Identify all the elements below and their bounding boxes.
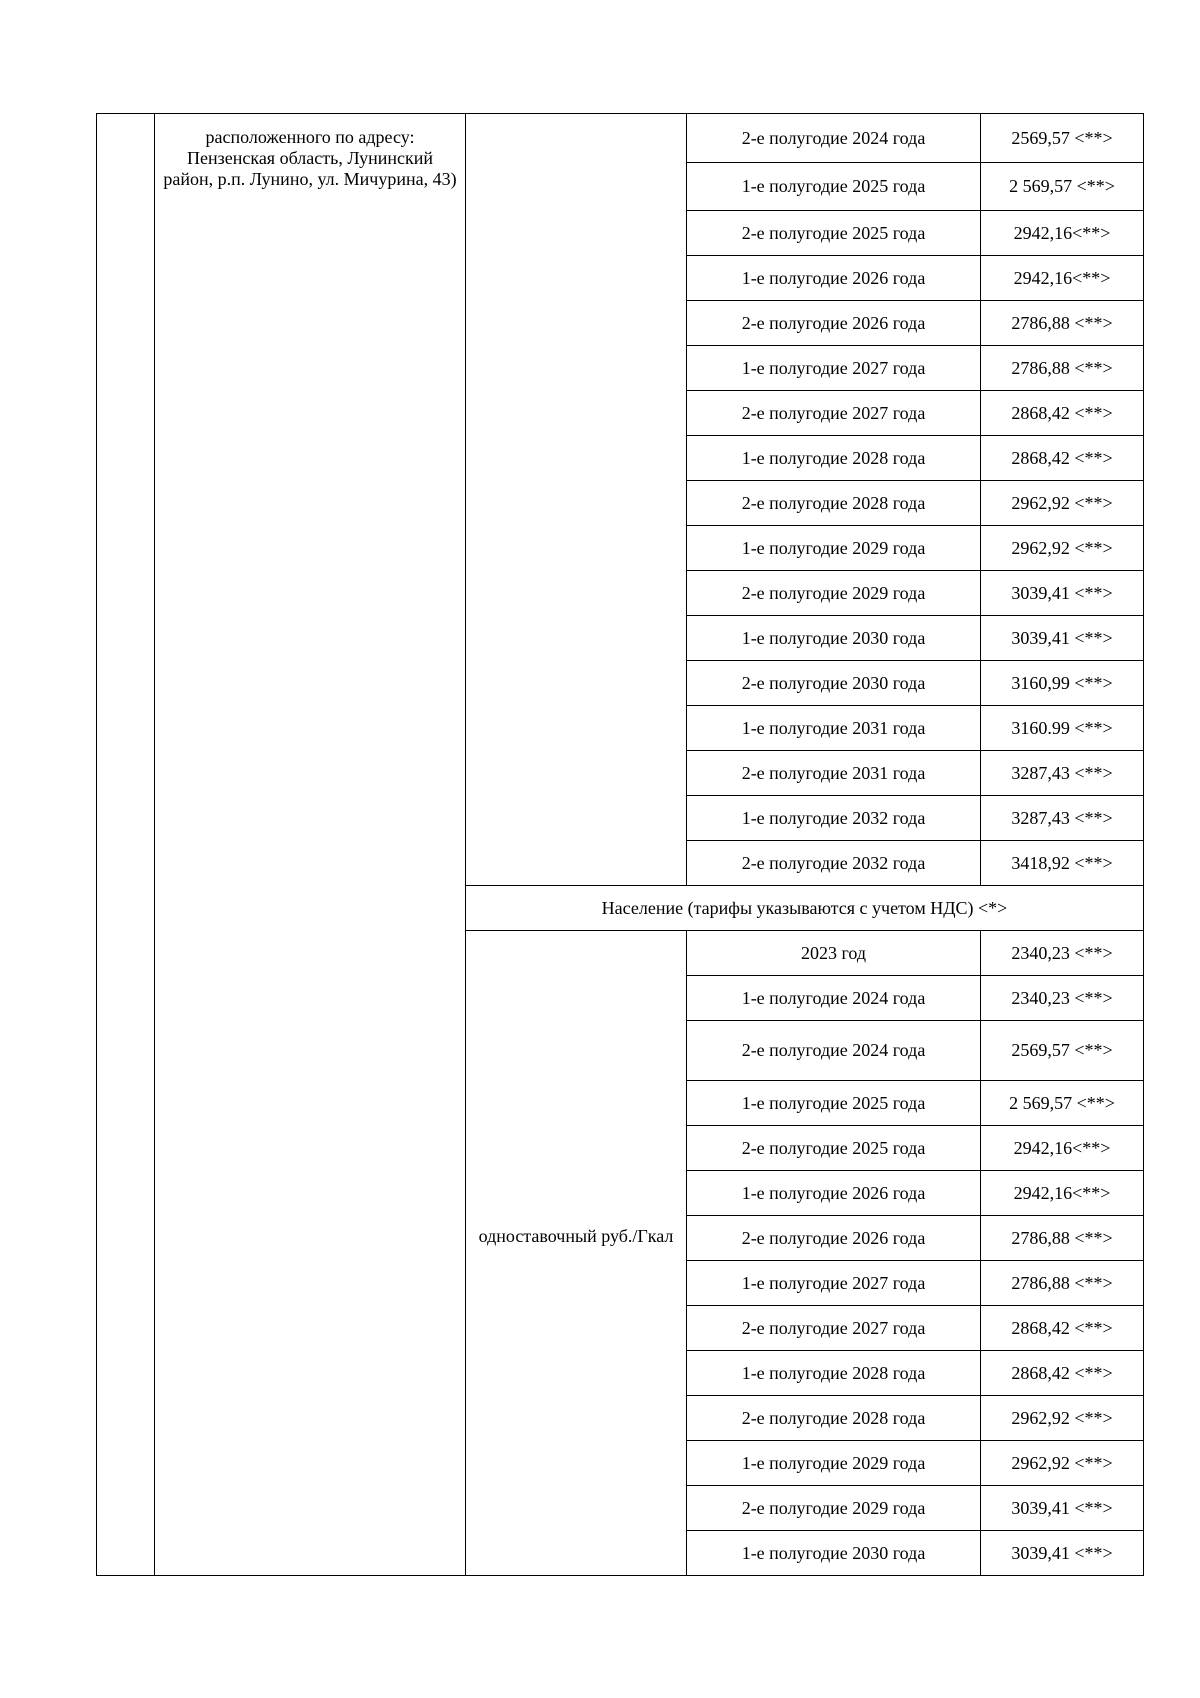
period-cell: 1-е полугодие 2028 года — [687, 1351, 981, 1396]
period-cell: 2-е полугодие 2031 года — [687, 751, 981, 796]
period-cell: 2-е полугодие 2026 года — [687, 1216, 981, 1261]
tariff-cell: 3287,43 <**> — [981, 796, 1144, 841]
tariff-table-body — [97, 114, 1144, 1576]
block1-type-cell — [466, 114, 687, 886]
tariff-cell: 2942,16<**> — [981, 256, 1144, 301]
period-cell: 2-е полугодие 2029 года — [687, 1486, 981, 1531]
tariff-cell: 2786,88 <**> — [981, 1216, 1144, 1261]
tariff-cell: 2569,57 <**> — [981, 114, 1144, 163]
tariff-cell: 2786,88 <**> — [981, 301, 1144, 346]
period-cell: 2-е полугодие 2025 года — [687, 1126, 981, 1171]
tariff-cell: 2962,92 <**> — [981, 526, 1144, 571]
period-cell: 2-е полугодие 2024 года — [687, 1021, 981, 1081]
tariff-cell: 2962,92 <**> — [981, 1396, 1144, 1441]
tariff-cell: 2569,57 <**> — [981, 1021, 1144, 1081]
period-cell: 1-е полугодие 2031 года — [687, 706, 981, 751]
tariff-cell: 3160,99 <**> — [981, 661, 1144, 706]
section-population-label: Население (тарифы указываются с учетом НДС) <*> — [466, 886, 1144, 931]
tariff-cell: 2942,16<**> — [981, 1126, 1144, 1171]
period-cell: 1-е полугодие 2027 года — [687, 346, 981, 391]
period-cell: 1-е полугодие 2025 года — [687, 163, 981, 211]
tariff-cell: 2942,16<**> — [981, 1171, 1144, 1216]
tariff-cell: 2786,88 <**> — [981, 1261, 1144, 1306]
period-cell: 1-е полугодие 2029 года — [687, 526, 981, 571]
tariff-cell: 2962,92 <**> — [981, 481, 1144, 526]
period-cell: 1-е полугодие 2032 года — [687, 796, 981, 841]
tariff-cell: 2786,88 <**> — [981, 346, 1144, 391]
tariff-cell: 2868,42 <**> — [981, 1306, 1144, 1351]
period-cell: 2-е полугодие 2030 года — [687, 661, 981, 706]
tariff-cell: 2340,23 <**> — [981, 931, 1144, 976]
tariff-cell: 3160.99 <**> — [981, 706, 1144, 751]
tariff-cell: 2 569,57 <**> — [981, 1081, 1144, 1126]
period-cell: 1-е полугодие 2024 года — [687, 976, 981, 1021]
period-cell: 1-е полугодие 2027 года — [687, 1261, 981, 1306]
period-cell: 2-е полугодие 2028 года — [687, 1396, 981, 1441]
period-cell: 2-е полугодие 2028 года — [687, 481, 981, 526]
period-cell: 1-е полугодие 2028 года — [687, 436, 981, 481]
period-cell: 2-е полугодие 2025 года — [687, 211, 981, 256]
tariff-cell: 2942,16<**> — [981, 211, 1144, 256]
tariff-cell: 3039,41 <**> — [981, 1486, 1144, 1531]
tariff-cell: 3287,43 <**> — [981, 751, 1144, 796]
tariff-cell: 2868,42 <**> — [981, 1351, 1144, 1396]
tariff-type-cell: одноставочный руб./Гкал — [466, 931, 687, 1576]
period-cell: 2-е полугодие 2029 года — [687, 571, 981, 616]
tariff-cell: 2 569,57 <**> — [981, 163, 1144, 211]
tariff-cell: 2962,92 <**> — [981, 1441, 1144, 1486]
tariff-cell: 2340,23 <**> — [981, 976, 1144, 1021]
period-cell: 1-е полугодие 2025 года — [687, 1081, 981, 1126]
period-cell: 1-е полугодие 2030 года — [687, 616, 981, 661]
number-cell — [97, 114, 155, 1576]
period-cell: 2-е полугодие 2026 года — [687, 301, 981, 346]
tariff-cell: 3039,41 <**> — [981, 571, 1144, 616]
tariff-cell: 3039,41 <**> — [981, 616, 1144, 661]
period-cell: 1-е полугодие 2026 года — [687, 1171, 981, 1216]
period-cell: 2-е полугодие 2024 года — [687, 114, 981, 163]
tariff-cell: 3418,92 <**> — [981, 841, 1144, 886]
address-cell: расположенного по адресу: Пензенская область, Лунинский район, р.п. Лунино, ул. Мичурина, 43) — [155, 114, 466, 1576]
tariff-cell: 2868,42 <**> — [981, 436, 1144, 481]
period-cell: 1-е полугодие 2029 года — [687, 1441, 981, 1486]
period-cell: 2-е полугодие 2027 года — [687, 1306, 981, 1351]
tariff-cell: 3039,41 <**> — [981, 1531, 1144, 1576]
period-cell: 1-е полугодие 2030 года — [687, 1531, 981, 1576]
table-row — [97, 114, 1144, 163]
tariff-table — [96, 113, 1144, 1576]
tariff-cell: 2868,42 <**> — [981, 391, 1144, 436]
period-cell: 2-е полугодие 2027 года — [687, 391, 981, 436]
period-cell: 2023 год — [687, 931, 981, 976]
period-cell: 1-е полугодие 2026 года — [687, 256, 981, 301]
period-cell: 2-е полугодие 2032 года — [687, 841, 981, 886]
